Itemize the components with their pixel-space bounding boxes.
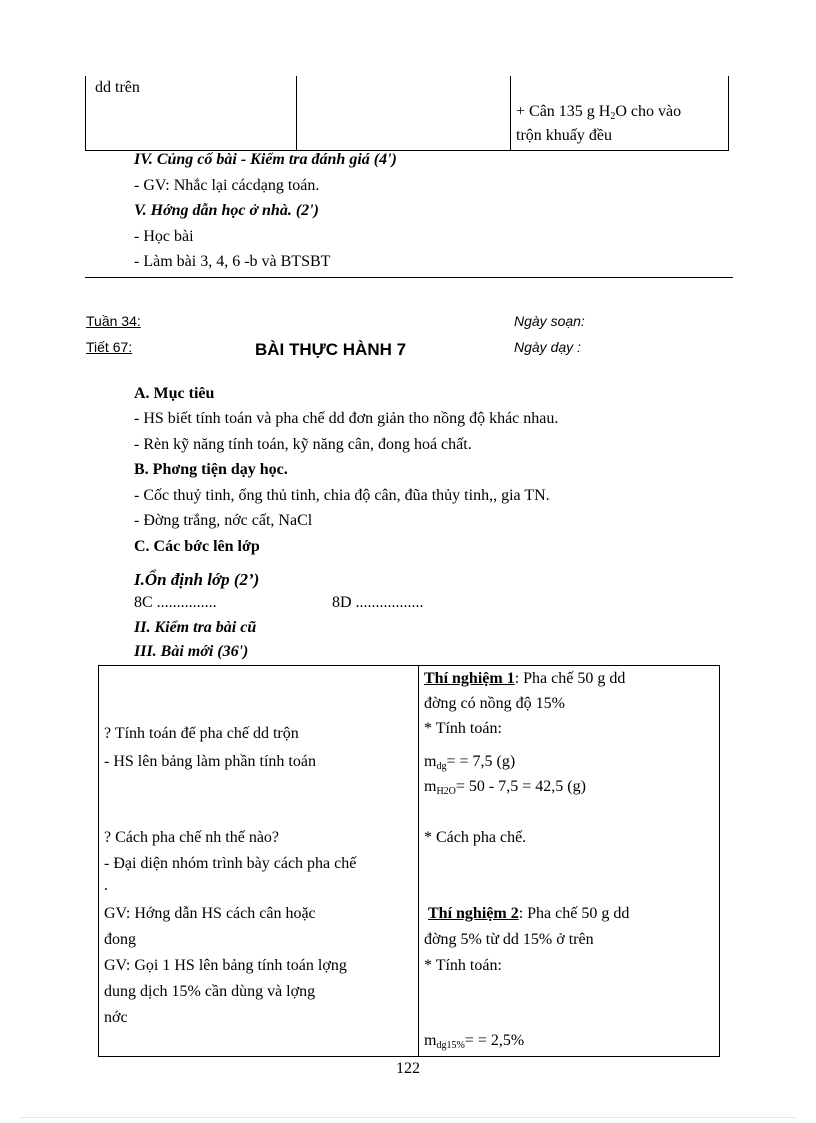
check-heading: II. Kiểm tra bài cũ [134, 619, 257, 636]
partB-line2: - Đờng trắng, nớc cất, NaCl [134, 512, 313, 529]
top-table-col1: dd trên [95, 79, 140, 96]
main-table-top-border [98, 665, 720, 666]
exp1-title-line: Thí nghiệm 1: Pha chế 50 g dd [424, 670, 626, 687]
top-table-col3-line1: + Cân 135 g $H_2O$ cho vào [516, 103, 682, 122]
exp2-title: Thí nghiệm 2 [428, 905, 519, 922]
partA-line2: - Rèn kỹ năng tính toán, kỹ năng cân, đong hoá chất. [134, 436, 472, 453]
main-table-right-border [719, 665, 720, 1057]
section4-line1: - GV: Nhắc lại cácdạng toán. [134, 177, 320, 194]
section-divider [85, 277, 733, 278]
main-table-bottom-border [98, 1056, 720, 1057]
partB-line1: - Cốc thuỷ tinh, ống thủ tinh, chia độ cân, đũa thủy tinh,, gia TN. [134, 487, 550, 504]
main-table-divider [418, 665, 419, 1057]
left-line-6: GV: Hớng dẫn HS cách cân hoặc [104, 905, 316, 922]
class-8c: 8C ............... [134, 594, 217, 611]
new-lesson-heading: III. Bài mới (36') [134, 643, 249, 660]
stabilize-heading: I.Ổn định lớp (2’) [134, 570, 260, 589]
top-table-divider-1 [296, 76, 297, 151]
left-line-3: ? Cách pha chế nh thế nào? [104, 829, 280, 846]
page-title: BÀI THỰC HÀNH 7 [255, 340, 407, 359]
date-prepared-label: Ngày soạn: [514, 313, 585, 329]
page-bottom-edge [20, 1117, 796, 1118]
left-line-1: ? Tính toán để pha chế dd trộn [104, 725, 299, 742]
section5-line2: - Làm bài 3, 4, 6 -b và BTSBT [134, 253, 331, 270]
calc-label-1: * Tính toán: [424, 720, 502, 737]
m-solute-15-line: $m_{dg15\%}= = 2,5\%$ [424, 1032, 525, 1051]
m-water-line: $m_{H2O}= 50 - 7,5 = 42,5$ (g) [424, 778, 586, 797]
left-line-7: đong [104, 931, 136, 948]
partC-heading: C. Các bớc lên lớp [134, 538, 260, 555]
section5-heading: V. Hớng dẫn học ở nhà. (2') [134, 202, 319, 219]
date-taught-label: Ngày dạy : [514, 339, 581, 355]
mix-label: * Cách pha chế. [424, 829, 527, 846]
left-line-9: dung dịch 15% cần dùng và lợng [104, 983, 316, 1000]
top-table-right-border [728, 76, 729, 151]
top-table-col3-line2: trộn khuấy đều [516, 127, 612, 144]
partA-heading: A. Mục tiêu [134, 385, 215, 402]
section4-heading: IV. Củng cố bài - Kiểm tra đánh giá (4') [134, 151, 397, 168]
partA-line1: - HS biết tính toán và pha chế dd đơn giản tho nồng độ khác nhau. [134, 410, 559, 427]
left-line-2: - HS lên bảng làm phần tính toán [104, 753, 316, 770]
calc-label-2: * Tính toán: [424, 957, 502, 974]
left-line-4: - Đại diện nhóm trình bày cách pha chế [104, 855, 357, 872]
page-number: 122 [396, 1060, 420, 1077]
m-solute-line: $m_{dg}= = 7,5$ (g) [424, 753, 516, 772]
period-label: Tiết 67: [86, 339, 133, 355]
top-table-divider-2 [510, 76, 511, 151]
section5-line1: - Học bài [134, 228, 194, 245]
left-line-10: nớc [104, 1009, 128, 1026]
exp2-title-line: Thí nghiệm 2: Pha chế 50 g dd [428, 905, 630, 922]
left-line-5: . [104, 877, 108, 894]
left-line-8: GV: Gọi 1 HS lên bảng tính toán lợng [104, 957, 347, 974]
partB-heading: B. Phơng tiện dạy học. [134, 461, 288, 478]
class-8d: 8D ................. [332, 594, 424, 611]
exp1-line2: đờng có nồng độ 15% [424, 695, 565, 712]
main-table-left-border [98, 665, 99, 1057]
top-table-left-border [85, 76, 86, 151]
exp2-line2: đờng 5% từ dd 15% ở trên [424, 931, 594, 948]
week-label: Tuần 34: [86, 313, 141, 329]
exp1-title: Thí nghiệm 1 [424, 670, 515, 687]
